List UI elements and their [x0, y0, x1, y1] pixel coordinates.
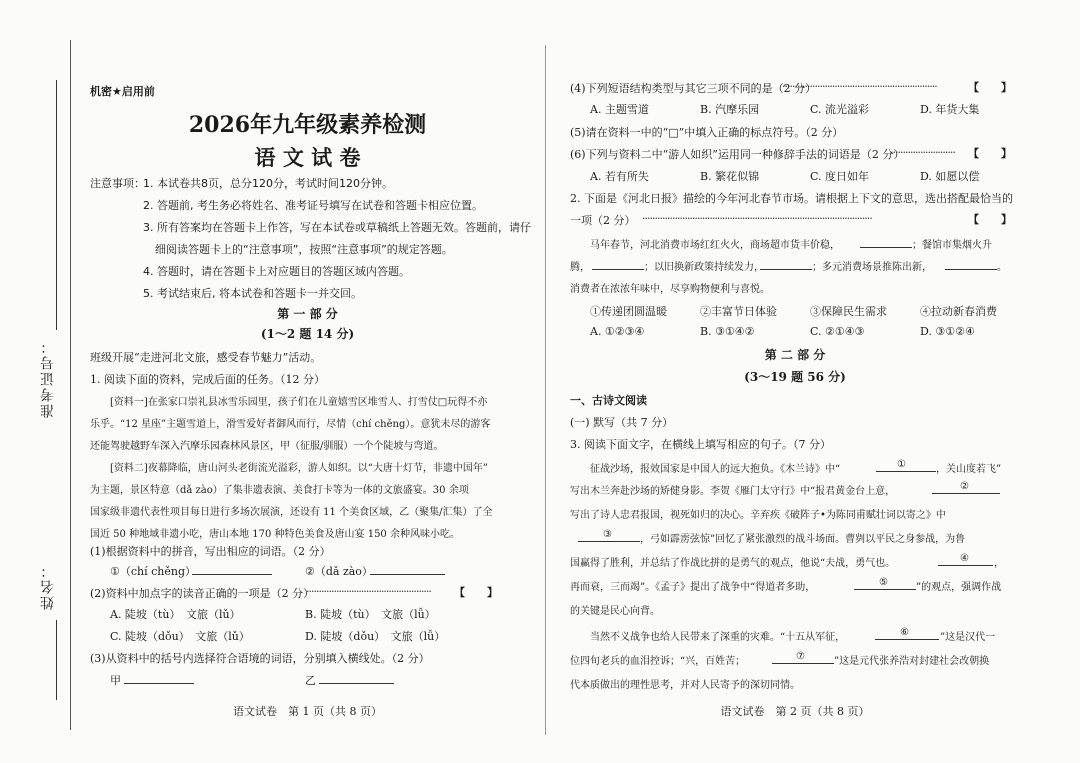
q2-stem-cont: 一项（2 分） [570, 214, 636, 227]
q2-blank[interactable] [760, 258, 812, 270]
activity-intro: 班级开展“走进河北文旅，感受春节魅力”活动。 [90, 351, 322, 364]
q2-option-b[interactable]: B. ③①④② [700, 325, 755, 338]
q3-text: 再而衰，三而竭”。《孟子》提出了战争中“得道者多助， [570, 582, 816, 593]
candidate-name-line [56, 620, 57, 700]
candidate-id-line [56, 80, 57, 330]
q3-text: 当然不义战争也给人民带来了深重的灾难。“十五从军征， [590, 632, 846, 643]
material-2-line: 国近 50 种地域非遗小吃，唐山本地 170 种特色美食及唐山宴 150 余种风味小吃。 [90, 529, 460, 540]
q1-1-a: ①（chí chěng） [110, 565, 197, 578]
note-3-cont: 细阅读答题卡上的“注意事项”，按照“注意事项”的规定答题。 [155, 243, 453, 256]
section-1-heading: 一、古诗文阅读 [570, 394, 647, 407]
q1-4-option-b[interactable]: B. 汽摩乐园 [700, 103, 760, 116]
blank-number: ⑦ [796, 651, 805, 662]
material-1-line: [资料一]在张家口崇礼县冰雪乐园里，孩子们在儿童嬉雪区堆雪人、打雪仗□玩得不亦 [110, 397, 488, 408]
q2-blank[interactable] [945, 258, 997, 270]
part-2-heading: 第 二 部 分 [764, 348, 826, 362]
q2-para: ；多元消费场景推陈出新， [812, 262, 932, 273]
q2-choice: ①传递团圆温暖 [590, 305, 667, 318]
note-3: 3. 所有答案均在答题卡上作答，写在本试卷或草稿纸上答题无效。答题前，请仔 [143, 221, 531, 234]
answer-bracket[interactable]: 【 】 [454, 586, 498, 599]
q1-1-b-blank[interactable] [370, 563, 445, 575]
q3-text: ”这是汉代一 [940, 632, 996, 643]
candidate-id-label: 准考证号： [40, 338, 56, 418]
blank-number: ⑥ [900, 627, 909, 638]
q1-4-option-a[interactable]: A. 主题雪道 [590, 103, 649, 116]
q1-2-option-d[interactable]: D. 陡坡（dǒu） 文旅（lǚ） [305, 630, 446, 643]
q2-para: 消费者在浓浓年味中，尽享购物便利与喜悦。 [570, 284, 770, 295]
q1-5-stem: (5)请在资料一中的“□”中填入正确的标点符号。（2 分） [570, 126, 844, 139]
blank-number: ③ [603, 529, 612, 540]
note-4: 4. 答题时，请在答题卡上对应题目的答题区域内答题。 [143, 265, 410, 278]
section-1-1-heading: (一) 默写（共 7 分） [570, 416, 674, 429]
q2-option-d[interactable]: D. ③①②④ [920, 325, 975, 338]
page-1-footer: 语文试卷 第 1 页（共 8 页） [233, 705, 382, 718]
part-1-heading: 第 一 部 分 [277, 307, 338, 321]
q1-stem: 1. 阅读下面的资料，完成后面的任务。（12 分） [90, 373, 325, 386]
material-2-line: 为主题，景区特意（dǎ zào）了集非遗表演、美食打卡等为一体的文旅盛宴。30 余项 [90, 485, 469, 496]
q3-text: ”的观点，强调作战 [916, 582, 1002, 593]
answer-bracket[interactable]: 【 】 [968, 147, 1012, 160]
page-divider [545, 45, 546, 735]
q3-text: ，弓如霹雳弦惊”回忆了紧张激烈的战斗场面。曹刿以平民之身参战，为鲁 [640, 534, 966, 545]
blank-number: ④ [960, 553, 969, 564]
q3-text: 国赢得了胜利，并总结了作战比拼的是勇气的观点，他说“夫战，勇气也。 [570, 558, 896, 569]
page-1 [80, 0, 535, 763]
material-1-line: 乐乎。“12 星座”主题雪道上，滑雪爱好者御风而行，尽情（chí chěng）。意犹未尽的游客 [90, 419, 491, 430]
exam-title: 2026年九年级素养检测 [188, 112, 427, 138]
q1-6-stem: (6)下列与资料二中“游人如织”运用同一种修辞手法的词语是（2 分） [570, 148, 905, 161]
confidential-mark: 机密★启用前 [90, 85, 155, 98]
q1-3-stem: (3)从资料中的括号内选择符合语境的词语，分别填入横线处。（2 分） [90, 652, 430, 665]
q2-para: ；餐馆市集烟火升 [912, 240, 992, 251]
q1-3-b-label: 乙 [305, 674, 316, 687]
q1-2-option-b[interactable]: B. 陡坡（tù） 文旅（lǚ） [305, 608, 436, 621]
part-1-range: (1～2 题 14 分) [260, 327, 355, 341]
material-2-line: [资料二]夜幕降临，唐山河头老街流光溢彩，游人如织。以“大唐十灯节，非遗中国年” [110, 463, 489, 474]
q3-text: 写出了诗人忠君报国，视死如归的决心。辛弃疾《破阵子•为陈同甫赋壮词以寄之》中 [570, 510, 946, 521]
material-1-line: 还能驾驶越野车深入汽摩乐园森林风景区，甲（征服/驯服）一个个陡坡与弯道。 [90, 441, 444, 452]
q1-2-stem: (2)资料中加点字的读音正确的一项是（2 分） [90, 587, 315, 600]
q1-2-option-c[interactable]: C. 陡坡（dǒu） 文旅（lǔ） [110, 630, 250, 643]
leader-dots: ·························· [890, 146, 955, 159]
q2-option-a[interactable]: A. ①②③④ [590, 325, 645, 338]
page-2-footer: 语文试卷 第 2 页（共 8 页） [720, 705, 870, 718]
q1-6-option-b[interactable]: B. 繁花似锦 [700, 170, 760, 183]
q1-6-option-a[interactable]: A. 若有所失 [590, 170, 649, 183]
q2-para: 。 [997, 262, 1007, 273]
blank-number: ⑤ [879, 577, 888, 588]
notes-label: 注意事项： [90, 177, 145, 190]
q1-1-a-blank[interactable] [192, 563, 272, 575]
q1-2-option-a[interactable]: A. 陡坡（tù） 文旅（lǔ） [110, 608, 241, 621]
part-2-range: (3～19 题 56 分) [744, 370, 846, 384]
q1-4-stem: (4)下列短语结构类型与其它三项不同的是（2 分） [570, 82, 817, 95]
q3-text: 征战沙场，报效国家是中国人的远大抱负。《木兰诗》中“ [590, 464, 841, 475]
q2-blank[interactable] [592, 258, 644, 270]
q2-blank[interactable] [860, 236, 912, 248]
q2-para: 马年春节，河北消费市场红红火火，商场超市货丰价稳， [590, 240, 840, 251]
q3-text: 写出木兰奔赴沙场的矫健身影。李贺《雁门太守行》中“报君黄金台上意， [570, 486, 896, 497]
q3-text: ”这是元代张养浩对封建社会改朝换 [834, 656, 990, 667]
q3-text: ，关山度若飞” [936, 464, 1002, 475]
q3-text: 位四旬老兵的血泪控诉；“兴，百姓苦； [570, 656, 746, 667]
leader-dots: ······························································ [782, 80, 937, 93]
q1-6-option-d[interactable]: D. 如愿以偿 [920, 170, 980, 183]
material-2-line: 国家级非遗代表性项目每日进行多场次展演，还设有 11 个美食区域，乙（聚集/汇集）了全 [90, 507, 493, 518]
candidate-name-label: 姓名： [40, 562, 56, 610]
note-1: 1. 本试卷共8页，总分120分，考试时间120分钟。 [143, 177, 393, 190]
leader-dots: ···························································································· [642, 212, 872, 225]
answer-bracket[interactable]: 【 】 [968, 213, 1012, 226]
q3-text: 代本质做出的理性思考，并对人民寄予的深切同情。 [570, 680, 800, 691]
q3-stem: 3. 阅读下面文字，在横线上填写相应的句子。（7 分） [570, 438, 831, 451]
q2-choice: ③保障民生需求 [810, 305, 887, 318]
q3-text: 的关键是民心向背。 [570, 606, 660, 617]
blank-number: ① [897, 459, 906, 470]
q2-option-c[interactable]: C. ②①④③ [810, 325, 865, 338]
blank-number: ② [960, 481, 969, 492]
q1-4-option-d[interactable]: D. 年货大集 [920, 103, 980, 116]
q2-choice: ②丰富节日体验 [700, 305, 777, 318]
q1-3-b-blank[interactable] [319, 672, 394, 684]
note-5: 5. 考试结束后, 将本试卷和答题卡一并交回。 [143, 287, 362, 300]
q1-3-a-blank[interactable] [124, 672, 194, 684]
note-2: 2. 答题前, 考生务必将姓名、准考证号填写在试卷和答题卡相应位置。 [143, 199, 483, 212]
leader-dots: ·················································· [306, 585, 431, 598]
page-2 [560, 0, 1030, 763]
q1-3-a-label: 甲 [110, 674, 121, 687]
q2-para: 腾， [570, 262, 590, 273]
q1-6-option-c[interactable]: C. 度日如年 [810, 170, 870, 183]
q2-choice: ④拉动新春消费 [920, 305, 997, 318]
answer-bracket[interactable]: 【 】 [968, 81, 1012, 94]
q2-para: ；以旧换新政策持续发力， [644, 262, 764, 273]
q3-blank-1[interactable] [876, 460, 936, 472]
binding-line [70, 40, 71, 730]
exam-subtitle: 语 文 试 卷 [254, 145, 361, 170]
q2-stem: 2. 下面是《河北日报》描绘的今年河北春节市场。请根据上下文的意思，选出搭配最恰当的 [570, 192, 1013, 205]
q1-4-option-c[interactable]: C. 流光溢彩 [810, 103, 870, 116]
q1-1-b: ②（dǎ zào） [305, 565, 373, 578]
q3-text: ， [994, 558, 1004, 569]
q1-1-stem: (1)根据资料中的拼音，写出相应的词语。（2 分） [90, 545, 331, 558]
